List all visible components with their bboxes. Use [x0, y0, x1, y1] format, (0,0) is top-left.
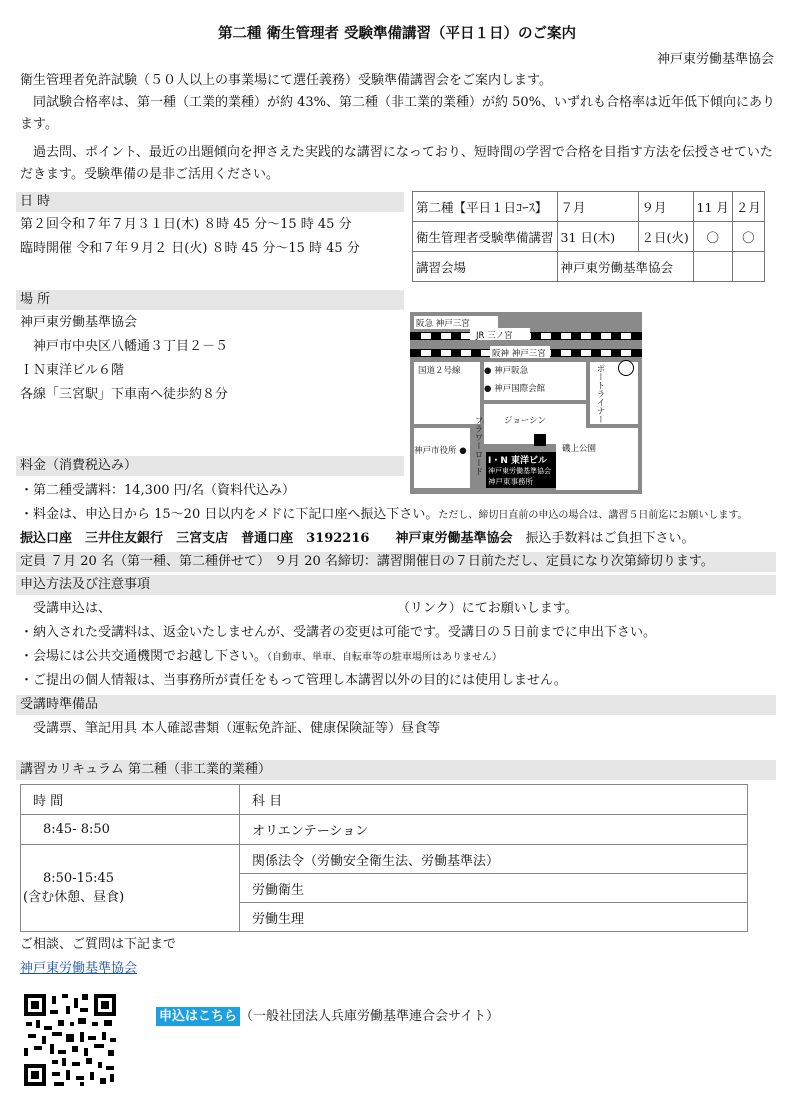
- table-cell: ２日(火): [638, 222, 693, 252]
- table-cell: 〇: [732, 222, 764, 252]
- table-row: [413, 192, 765, 222]
- map-label: 磯上公園: [562, 444, 597, 454]
- place-line: 神戸市中央区八幡通３丁目２－５: [20, 339, 229, 354]
- table-cell: 31 日(木): [557, 222, 638, 252]
- map-label: 阪急 神戸三宮: [416, 319, 470, 329]
- date-heading: 日 時: [16, 192, 404, 212]
- table-cell: ２月: [732, 192, 764, 222]
- table-cell: 時 間: [21, 785, 240, 815]
- items-heading: 受講時準備品: [16, 695, 776, 715]
- qr-code: [22, 992, 118, 1088]
- table-cell: 11 月: [693, 192, 732, 222]
- table-cell: 労働生理: [240, 903, 748, 932]
- organization-name: 神戸東労働基準協会: [656, 52, 774, 67]
- table-cell: 神戸東労働基準協会: [557, 252, 693, 282]
- map-label: 国道２号線: [418, 366, 461, 376]
- map-label: フラワーロード: [473, 416, 483, 476]
- contact-line: ご相談、ご質問は下記まで: [20, 937, 177, 952]
- table-cell: 8:45- 8:50: [21, 815, 240, 845]
- schedule-table: [412, 191, 765, 282]
- apply-line-1: 受講申込は、 （リンク）にてお願いします。: [20, 601, 578, 616]
- curriculum-heading: 講習カリキュラム 第二種（非工業的業種）: [16, 760, 776, 780]
- map-label: I・N 東洋ビル: [488, 456, 548, 466]
- map-label: 神戸市役所 ●: [414, 446, 467, 456]
- table-cell: 講習会場: [413, 252, 558, 282]
- place-heading: 場 所: [16, 290, 404, 310]
- items-line: 受講票、筆記用具 本人確認書類（運転免許証、健康保険証等）昼食等: [20, 721, 441, 736]
- map-label: ● 神戸国際会館: [484, 384, 546, 394]
- intro-line-2: 同試験合格率は、第一種（工業的業種）が約 43%、第二種（非工業的業種）が約 50%、いずれも合格率は近年低下傾向にあります。: [20, 95, 776, 132]
- table-cell: 科 目: [240, 785, 748, 815]
- apply-heading: 申込方法及び注意事項: [16, 575, 776, 595]
- table-cell: 衛生管理者受験準備講習: [413, 222, 558, 252]
- apply-line-3: ・会場には公共交通機関でお越し下さい。（自動車、単車、自転車等の駐車場所はありません）: [20, 649, 503, 664]
- date-line-1: 第２回令和７年７月３１日(木) ８時 45 分～15 時 45 分: [20, 217, 352, 232]
- map-label: ● 神戸阪急: [484, 366, 529, 376]
- apply-line-4: ・ご提出の個人情報は、当事務所が責任をもって管理し本講習以外の目的には使用しません。: [20, 673, 567, 688]
- table-cell: [732, 252, 764, 282]
- table-cell: 〇: [693, 222, 732, 252]
- apply-button[interactable]: 申込はこちら: [156, 1007, 240, 1026]
- map-label: JR 三ノ宮: [476, 331, 513, 341]
- intro-line-1: 衛生管理者免許試験（５０人以上の事業場にて選任義務）受験準備講習会をご案内します。: [20, 73, 552, 88]
- table-cell: オリエンテーション: [240, 815, 748, 845]
- table-cell: 労働衛生: [240, 874, 748, 903]
- page-title: 第二種 衛生管理者 受験準備講習（平日１日）のご案内: [217, 25, 577, 42]
- place-line: ＩＮ東洋ビル６階: [20, 363, 125, 378]
- table-cell: [693, 252, 732, 282]
- capacity: 定員 ７月 20 名（第一種、第二種併せて） ９月 20 名締切：講習開催日の７日前ただし、定員になり次第締切ります。: [16, 552, 776, 572]
- building-marker-icon: [534, 434, 546, 446]
- north-arrow-icon: [618, 360, 634, 376]
- place-line: 各線「三宮駅」下車南へ徒歩約８分: [20, 387, 229, 402]
- apply-note: （一般社団法人兵庫労働基準連合会サイト）: [240, 1009, 500, 1024]
- apply-line-2: ・納入された受講料は、返金いたしませんが、受講者の変更は可能です。受講日の５日前までに申出下さい。: [20, 625, 656, 640]
- map-label: 神戸東事務所: [488, 477, 533, 486]
- map-label: ジョーシン: [504, 416, 546, 426]
- table-row: [21, 815, 748, 845]
- table-row: [413, 252, 765, 282]
- map-label: ポートライナー: [595, 364, 605, 424]
- contact-link[interactable]: 神戸東労働基準協会: [20, 961, 138, 976]
- fee-line-2: ・料金は、申込日から 15～20 日以内をメドに下記口座へ振込下さい。ただし、締切日直前の申込の場合は、講習５日前迄にお願いします。: [20, 507, 748, 522]
- access-map: [410, 312, 642, 494]
- table-row: [21, 845, 748, 874]
- fee-line-1: ・第二種受講料：14,300 円/名（資料代込み）: [20, 483, 295, 498]
- table-cell: 関係法令（労働安全衛生法、労働基準法）: [240, 845, 748, 874]
- table-cell: ７月: [557, 192, 638, 222]
- curriculum-table: [20, 784, 748, 932]
- table-cell: 第二種【平日１日ｺｰｽ】: [413, 192, 558, 222]
- table-cell: ９月: [638, 192, 693, 222]
- intro-line-3: 過去問、ポイント、最近の出題傾向を押さえた実践的な講習になっており、短時間の学習で合格を目指す方法を伝授させていただきます。受験準備の是非ご活用ください。: [20, 145, 773, 182]
- table-row: [413, 222, 765, 252]
- apply-cta: [156, 1006, 499, 1028]
- place-line: 神戸東労働基準協会: [20, 315, 138, 330]
- table-cell: 8:50-15:45 (含む休憩、昼食): [21, 845, 240, 932]
- map-label: 阪神 神戸三宮: [492, 349, 546, 359]
- map-label: 神戸東労働基準協会: [488, 467, 551, 475]
- fee-heading: 料金（消費税込み）: [16, 456, 404, 476]
- bank-account: 振込口座 三井住友銀行 三宮支店 普通口座 3192216 神戸東労働基準協会 振込手数料はご負担下さい。: [20, 531, 695, 546]
- table-row: [21, 785, 748, 815]
- date-line-2: 臨時開催 令和７年９月２ 日(火) ８時 45 分～15 時 45 分: [20, 241, 360, 256]
